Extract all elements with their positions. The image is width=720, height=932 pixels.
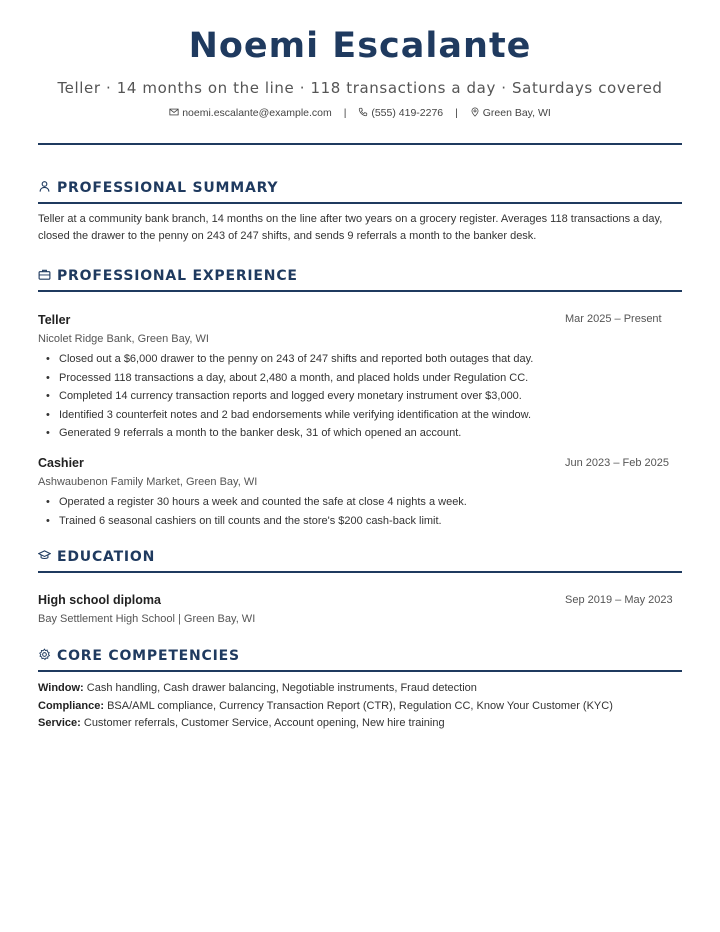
contact-separator: | [455, 107, 458, 119]
list-item: • Processed 118 transactions a day, about 2,480 a month, and placed holds under Regulation CC. [46, 369, 676, 388]
competencies-heading-text: CORE COMPETENCIES [57, 648, 240, 664]
job-employer: Ashwaubenon Family Market, Green Bay, WI [38, 476, 258, 488]
experience-heading [38, 268, 682, 292]
gear-icon [38, 648, 51, 661]
competency-items: Customer referrals, Customer Service, Account opening, New hire training [83, 717, 445, 729]
job-title: Cashier [38, 456, 84, 470]
competency-group [38, 700, 682, 712]
briefcase-icon [38, 268, 51, 281]
list-item: • Trained 6 seasonal cashiers on till counts and the store's $200 cash-back limit. [46, 512, 676, 531]
headline-tagline: Teller · 14 months on the line · 118 transactions a day · Saturdays covered [57, 79, 663, 97]
degree-title: High school diploma [38, 593, 161, 607]
education-heading [38, 549, 682, 573]
location-text: Green Bay, WI [482, 107, 551, 120]
summary-heading [38, 180, 682, 204]
job-employer: Nicolet Ridge Bank, Green Bay, WI [38, 333, 209, 345]
contact-phone[interactable] [358, 107, 443, 119]
list-item: • Operated a register 30 hours a week and counted the safe at close 4 nights a week. [46, 493, 676, 512]
competency-label: Service: [38, 717, 81, 729]
competency-label: Compliance: [38, 700, 105, 712]
phone-text: (555) 419-2276 [371, 107, 444, 120]
contact-email[interactable] [169, 107, 332, 119]
list-item: • Completed 14 currency transaction reports and logged every monetary instrument over $3,000. [46, 387, 676, 406]
job-dates: Jun 2023 – Feb 2025 [565, 457, 669, 469]
person-icon [38, 180, 51, 193]
job-dates: Mar 2025 – Present [565, 313, 662, 325]
summary-heading-text: PROFESSIONAL SUMMARY [57, 180, 279, 196]
contact-line [0, 107, 720, 119]
candidate-name: Noemi Escalante [188, 26, 532, 66]
school-name: Bay Settlement High School | Green Bay, WI [38, 613, 256, 625]
list-item: • Identified 3 counterfeit notes and 2 bad endorsements while verifying identification at the window. [46, 406, 676, 425]
job-bullets [46, 350, 676, 443]
contact-separator: | [343, 107, 347, 119]
education-heading-text: EDUCATION [57, 549, 156, 565]
list-item: • Generated 9 referrals a month to the banker desk, 31 of which opened an account. [46, 424, 676, 443]
summary-text: Teller at a community bank branch, 14 months on the line after two years on a grocery register. Averages 118 transactions a day, closed the drawer to the penny on 243 of 247 shifts, and sends 9 referrals a month to the banker desk. [38, 213, 663, 242]
phone-icon [358, 107, 368, 117]
map-pin-icon [470, 107, 480, 117]
header-divider [38, 143, 682, 145]
job-bullets [46, 493, 676, 530]
competency-label: Window: [38, 682, 84, 694]
education-dates: Sep 2019 – May 2023 [565, 594, 673, 606]
competencies-heading [38, 648, 682, 672]
experience-heading-text: PROFESSIONAL EXPERIENCE [57, 268, 298, 284]
competency-items: BSA/AML compliance, Currency Transaction Report (CTR), Regulation CC, Know Your Customer (KYC) [107, 700, 613, 712]
job-title: Teller [38, 313, 71, 327]
envelope-icon [169, 107, 179, 117]
email-text: noemi.escalante@example.com [182, 107, 332, 120]
graduation-cap-icon [38, 549, 51, 562]
list-item: • Closed out a $6,000 drawer to the penny on 243 of 247 shifts and reported both outages that day. [46, 350, 676, 369]
competency-items: Cash handling, Cash drawer balancing, Negotiable instruments, Fraud detection [86, 682, 477, 694]
contact-location [470, 107, 551, 119]
competency-group [38, 717, 682, 729]
competency-group [38, 682, 682, 694]
